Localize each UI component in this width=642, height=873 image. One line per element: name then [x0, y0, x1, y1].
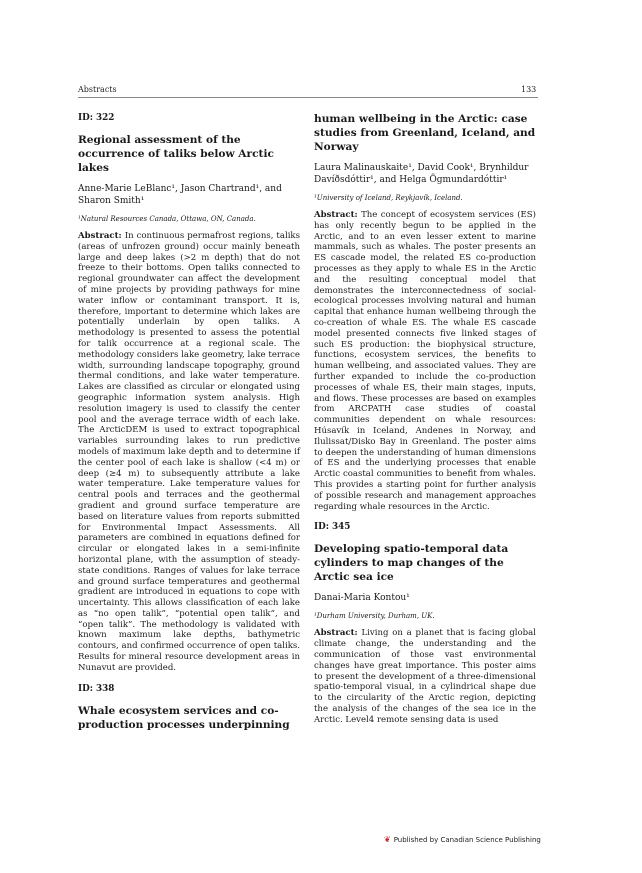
abstract-id: ID: 322	[78, 113, 115, 123]
abstract-label: Abstract:	[314, 628, 358, 639]
page-number: 133	[521, 85, 537, 94]
abstract-authors: Anne-Marie LeBlanc¹, Jason Chartrand¹, and Sharon Smith¹	[78, 184, 282, 206]
abstract-id: ID: 345	[314, 522, 351, 533]
abstract-affiliation: ¹Durham University, Durham, UK.	[314, 612, 435, 621]
header-rule	[78, 97, 538, 98]
abstract-affiliation: ¹Natural Resources Canada, Ottawa, ON, Canada.	[78, 215, 256, 223]
publisher-text: Published by Canadian Science Publishing	[393, 836, 541, 844]
abstract-title: Regional assessment of the occurrence of taliks below Arctic lakes	[78, 134, 274, 174]
left-column	[78, 113, 300, 740]
right-column	[314, 112, 536, 735]
leaf-icon: ❦	[384, 835, 391, 844]
abstract-body: In continuous permafrost regions, taliks (areas of unfrozen ground) occur mainly beneath large and deep lakes (>2 m depth) that do not freeze to their bottoms. Open taliks connected to regional groundwater can affect the development of mine projects by providing pathways for mine water inflow or contaminant transport. It is, therefore, important to determine which lakes are potentially underlain by open taliks. A methodology is presented to assess the potential for talik occurrence at a regional scale. The methodology considers lake geometry, lake terrace width, surrounding landscape topography, ground thermal conditions, and lake water temperature. Lakes are classified as circular or elongated using geographic information system analysis. High resolution imagery is used to classify the center pool and the average terrace width of each lake. The ArcticDEM is used to extract topographical variables surrounding lakes to run predictive models of maximum lake depth and to determine if the center pool of each lake is shallow (<4 m) or deep (≥4 m) to subsequently attribute a lake water temperature. Lake temperature values for central pools and terraces and the geothermal gradient and ground surface temperature are based on literature values from reports submitted for Environmental Impact Assessments. All parameters are combined in equations defined for circular or elongated lakes in a semi-infinite horizontal plane, with the assumption of steady-state conditions. Ranges of values for lake terrace and ground surface temperatures and geothermal gradient are introduced in equations to cope with uncertainty. This allows classification of each lake as “no open talik”, “potential open talik”, and “open talik”. The methodology is validated with known maximum lake depths, bathymetric contours, and confirmed occurrence of open taliks. Results for mineral resource development areas in Nunavut are provided.	[78, 231, 300, 673]
abstract-title: Whale ecosystem services and co-production processes underpinning	[78, 704, 290, 731]
abstract-id: ID: 338	[78, 683, 115, 694]
abstract-text	[78, 231, 300, 674]
abstract-affiliation: ¹University of Iceland, Reykjavík, Iceland.	[314, 194, 463, 202]
abstract-authors: Danai-Maria Kontou¹	[314, 593, 410, 604]
abstract-authors: Laura Malinauskaite¹, David Cook¹, Brynhildur Davíðsdóttir¹, and Helga Ögmundardóttir¹	[314, 163, 529, 185]
publisher-footer	[384, 835, 541, 844]
running-header-section: Abstracts	[78, 85, 117, 94]
abstract-label: Abstract:	[78, 231, 122, 241]
abstract-text	[314, 628, 536, 725]
abstract-text	[314, 210, 536, 512]
abstract-label: Abstract:	[314, 210, 358, 220]
abstract-body: The concept of ecosystem services (ES) has only recently begun to be applied in the Arctic, and to an even lesser extent to marine mammals, such as whales. The poster presents an ES cascade model, the related ES co-production processes as they apply to whale ES in the Arctic and the resulting conceptual model that demonstrates the interconnectedness of social-ecological processes involving natural and human capital that enhance human wellbeing through the co-creation of whale ES. The whale ES cascade model presented connects five linked stages of such ES production: the biophysical structure, functions, ecosystem services, the benefits to human wellbeing, and associated values. They are further expanded to include the co-production processes of whale ES, their main stages, inputs, and flows. These processes are based on examples from ARCPATH case studies of coastal communities dependent on whale resources: Húsavík in Iceland, Andenes in Norway, and Ilulissat/Disko Bay in Greenland. The poster aims to deepen the understanding of human dimensions of ES and the underlying processes that enable Arctic coastal communities to benefit from whales. This provides a starting point for further analysis of possible research and management approaches regarding whale resources in the Arctic.	[314, 210, 536, 512]
abstract-title-continued: human wellbeing in the Arctic: case studies from Greenland, Iceland, and Norway	[314, 113, 536, 153]
abstract-body: Living on a planet that is facing global climate change, the understanding and the communication of those vast environmental changes have great importance. This poster aims to present the development of a three-dimensional spatio-temporal visual, in a cylindrical shape due to the circularity of the Arctic region, depicting the analysis of the changes of the sea ice in the Arctic. Level4 remote sensing data is used	[314, 628, 536, 725]
abstract-title: Developing spatio-temporal data cylinders to map changes of the Arctic sea ice	[314, 543, 509, 584]
